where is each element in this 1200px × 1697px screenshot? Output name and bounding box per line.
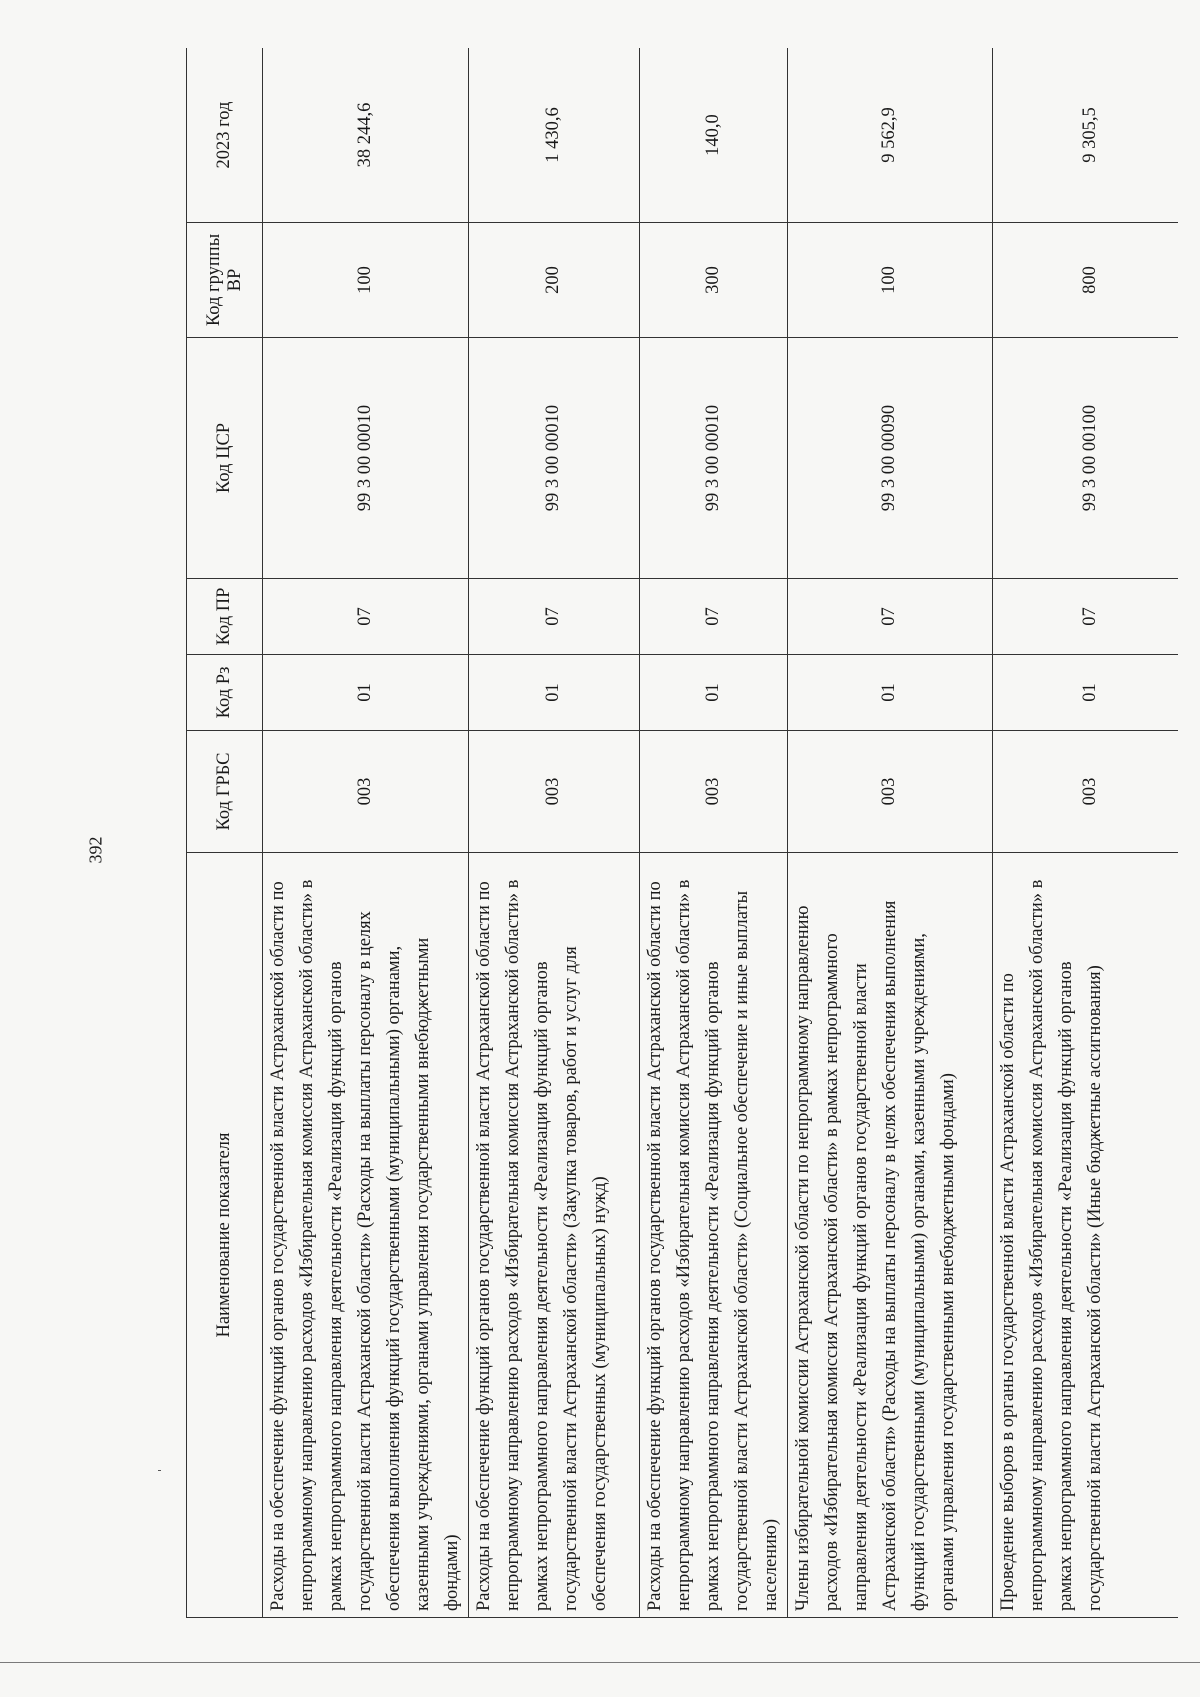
row-grbs: 003 <box>788 731 993 853</box>
row-2023: 9 562,9 <box>788 48 993 223</box>
row-2023: 140,0 <box>640 48 788 223</box>
row-2023: 38 244,6 <box>263 48 469 223</box>
row-rz: 01 <box>263 655 469 731</box>
header-csr: Код ЦСР <box>187 338 263 579</box>
row-vr: 100 <box>263 223 469 338</box>
row-grbs: 003 <box>469 731 640 853</box>
row-grbs: 003 <box>993 731 1179 853</box>
header-2023: 2023 год <box>187 48 263 223</box>
budget-table <box>186 48 1178 1618</box>
header-name: Наименование показателя <box>187 853 263 1618</box>
header-vr: Код группы ВР <box>187 223 263 338</box>
table-row <box>263 48 469 1618</box>
row-name: Проведение выборов в органы государственной власти Астраханской области по непрограммному направлению расходов «Избирательная комиссия Астраханской области» в рамках непрограммного направления деятельности «Реализация функций органов государственной власти Астраханской области» (Иные бюджетные ассигнования) <box>993 853 1179 1618</box>
row-pr: 07 <box>640 579 788 655</box>
row-pr: 07 <box>263 579 469 655</box>
row-pr: 07 <box>788 579 993 655</box>
row-name: Члены избирательной комиссии Астраханской области по непрограммному направлению расходов «Избирательная комиссия Астраханской области» в рамках непрограммного направления деятельности «Реализация функций органов государственной власти Астраханской области» (Расходы на выплаты персоналу в целях обеспечения выполнения функций государственными (муниципальными) органами, казенными учреждениями, органами управления государственными внебюджетными фондами) <box>788 853 993 1618</box>
row-grbs: 003 <box>263 731 469 853</box>
row-name: Расходы на обеспечение функций органов государственной власти Астраханской области по непрограммному направлению расходов «Избирательная комиссия Астраханской области» в рамках непрограммного направления деятельности «Реализация функций органов государственной власти Астраханской области» (Закупка товаров, работ и услуг для обеспечения государственных (муниципальных) нужд) <box>469 853 640 1618</box>
row-vr: 800 <box>993 223 1179 338</box>
row-pr: 07 <box>469 579 640 655</box>
row-csr: 99 3 00 00010 <box>469 338 640 579</box>
row-csr: 99 3 00 00010 <box>640 338 788 579</box>
row-2023: 1 430,6 <box>469 48 640 223</box>
header-rz: Код Рз <box>187 655 263 731</box>
row-rz: 01 <box>469 655 640 731</box>
row-vr: 200 <box>469 223 640 338</box>
table-header-row <box>187 48 263 1618</box>
row-rz: 01 <box>640 655 788 731</box>
row-name: Расходы на обеспечение функций органов государственной власти Астраханской области по непрограммному направлению расходов «Избирательная комиссия Астраханской области» в рамках непрограммного направления деятельности «Реализация функций органов государственной власти Астраханской области» (Расходы на выплаты персоналу в целях обеспечения выполнения функций государственными (муниципальными) органами, казенными учреждениями, органами управления государственными внебюджетными фондами) <box>263 853 469 1618</box>
row-csr: 99 3 00 00100 <box>993 338 1179 579</box>
row-vr: 100 <box>788 223 993 338</box>
bottom-rule <box>0 1662 1200 1663</box>
table-row <box>640 48 788 1618</box>
table-row <box>469 48 640 1618</box>
row-rz: 01 <box>788 655 993 731</box>
table-row <box>993 48 1179 1618</box>
table-row <box>788 48 993 1618</box>
row-csr: 99 3 00 00010 <box>263 338 469 579</box>
row-vr: 300 <box>640 223 788 338</box>
row-pr: 07 <box>993 579 1179 655</box>
row-csr: 99 3 00 00090 <box>788 338 993 579</box>
row-2023: 9 305,5 <box>993 48 1179 223</box>
row-grbs: 003 <box>640 731 788 853</box>
row-rz: 01 <box>993 655 1179 731</box>
header-pr: Код ПР <box>187 579 263 655</box>
header-grbs: Код ГРБС <box>187 731 263 853</box>
page-number: 392 <box>85 836 106 864</box>
row-name: Расходы на обеспечение функций органов государственной власти Астраханской области по непрограммному направлению расходов «Избирательная комиссия Астраханской области» в рамках непрограммного направления деятельности «Реализация функций органов государственной власти Астраханской области» (Социальное обеспечение и иные выплаты населению) <box>640 853 788 1618</box>
scan-speck <box>158 1470 161 1471</box>
budget-table-container <box>186 48 1178 1618</box>
